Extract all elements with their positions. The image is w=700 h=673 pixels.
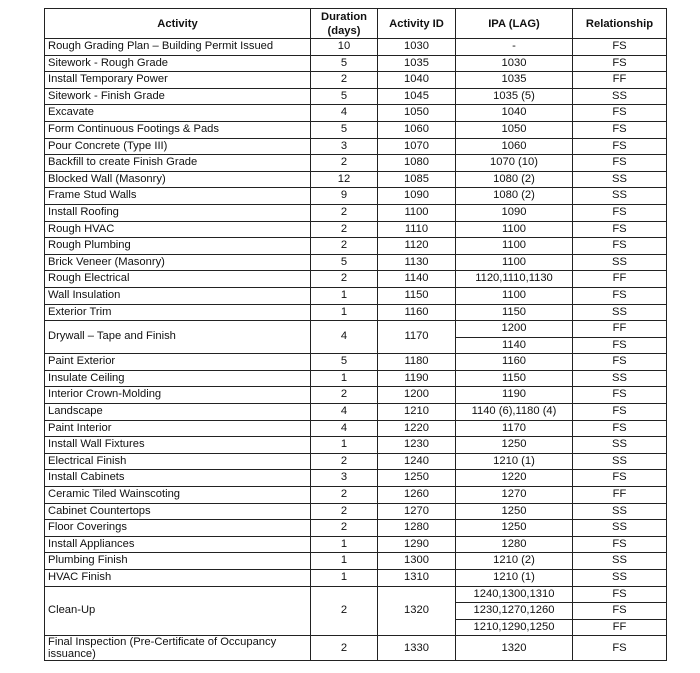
activity-id-cell: 1100 [378, 204, 456, 221]
table-row [45, 404, 667, 421]
table-row [45, 503, 667, 520]
header-activity-id: Activity ID [378, 9, 456, 39]
activity-cell: Rough HVAC [45, 221, 311, 238]
duration-cell: 2 [311, 155, 378, 172]
activity-id-cell: 1210 [378, 404, 456, 421]
activity-cell: Electrical Finish [45, 453, 311, 470]
duration-cell: 4 [311, 105, 378, 122]
activity-cell: Excavate [45, 105, 311, 122]
ipa-cell: 1140 (6),1180 (4) [456, 404, 573, 421]
activity-id-cell: 1260 [378, 487, 456, 504]
header-activity: Activity [45, 9, 311, 39]
ipa-cell: 1050 [456, 121, 573, 138]
duration-cell: 1 [311, 437, 378, 454]
table-row [45, 453, 667, 470]
activity-id-cell: 1190 [378, 370, 456, 387]
ipa-cell: 1070 (10) [456, 155, 573, 172]
activity-id-cell: 1030 [378, 39, 456, 56]
activity-cell: Interior Crown-Molding [45, 387, 311, 404]
duration-cell: 12 [311, 171, 378, 188]
activity-cell: Blocked Wall (Masonry) [45, 171, 311, 188]
table-row [45, 470, 667, 487]
table-row [45, 304, 667, 321]
relationship-cell: FS [573, 387, 667, 404]
table-row [45, 254, 667, 271]
relationship-cell: SS [573, 570, 667, 587]
relationship-value: FS [573, 337, 666, 354]
table-row [45, 238, 667, 255]
activity-cell: Plumbing Finish [45, 553, 311, 570]
activity-schedule-table [44, 8, 667, 661]
activity-id-cell: 1180 [378, 354, 456, 371]
duration-cell: 5 [311, 55, 378, 72]
relationship-cell: SS [573, 171, 667, 188]
relationship-value: FS [612, 587, 627, 600]
relationship-cell: FS [573, 536, 667, 553]
activity-id-cell: 1220 [378, 420, 456, 437]
ipa-cell: 1220 [456, 470, 573, 487]
activity-cell: Floor Coverings [45, 520, 311, 537]
header-ipa: IPA (LAG) [456, 9, 573, 39]
activity-id-cell: 1040 [378, 72, 456, 89]
activity-id-cell: 1110 [378, 221, 456, 238]
table-row [45, 437, 667, 454]
ipa-cell: 1040 [456, 105, 573, 122]
activity-id-cell: 1240 [378, 453, 456, 470]
activity-id-cell: 1330 [378, 636, 456, 661]
activity-id-cell: 1035 [378, 55, 456, 72]
activity-cell: Rough Electrical [45, 271, 311, 288]
activity-id-cell: 1320 [378, 586, 456, 636]
activity-id-cell: 1045 [378, 88, 456, 105]
ipa-cell: 1150 [456, 304, 573, 321]
ipa-cell: 1035 [456, 72, 573, 89]
duration-cell: 5 [311, 354, 378, 371]
activity-id-cell: 1270 [378, 503, 456, 520]
ipa-cell: 1160 [456, 354, 573, 371]
relationship-cell: SS [573, 88, 667, 105]
relationship-cell: FS [573, 404, 667, 421]
ipa-cell: 1100 [456, 287, 573, 304]
ipa-cell: 1035 (5) [456, 88, 573, 105]
activity-cell: Pour Concrete (Type III) [45, 138, 311, 155]
duration-cell: 4 [311, 404, 378, 421]
duration-cell: 2 [311, 204, 378, 221]
relationship-cell: FS [573, 39, 667, 56]
ipa-cell: 1100 [456, 221, 573, 238]
duration-cell: 2 [311, 636, 378, 661]
activity-id-cell: 1085 [378, 171, 456, 188]
relationship-cell: SS [573, 370, 667, 387]
table-row [45, 88, 667, 105]
duration-cell: 2 [311, 586, 378, 636]
activity-id-cell: 1200 [378, 387, 456, 404]
duration-cell: 2 [311, 221, 378, 238]
duration-cell: 2 [311, 72, 378, 89]
relationship-cell: SS [573, 254, 667, 271]
table-row [45, 520, 667, 537]
activity-cell: Drywall – Tape and Finish [45, 321, 311, 354]
duration-cell: 5 [311, 121, 378, 138]
ipa-cell [456, 321, 573, 354]
relationship-cell: FS [573, 121, 667, 138]
relationship-cell: FS [573, 354, 667, 371]
duration-cell: 10 [311, 39, 378, 56]
table-row [45, 39, 667, 56]
activity-cell: Paint Interior [45, 420, 311, 437]
activity-cell: Landscape [45, 404, 311, 421]
activity-cell: Paint Exterior [45, 354, 311, 371]
activity-cell: Sitework - Finish Grade [45, 88, 311, 105]
relationship-cell: FS [573, 470, 667, 487]
ipa-cell: 1190 [456, 387, 573, 404]
table-row [45, 370, 667, 387]
relationship-cell: FF [573, 271, 667, 288]
ipa-cell: 1170 [456, 420, 573, 437]
relationship-cell: SS [573, 520, 667, 537]
ipa-cell [456, 586, 573, 636]
duration-cell: 1 [311, 370, 378, 387]
activity-id-cell: 1070 [378, 138, 456, 155]
activity-cell: Cabinet Countertops [45, 503, 311, 520]
table-row [45, 72, 667, 89]
table-row [45, 221, 667, 238]
activity-cell: Exterior Trim [45, 304, 311, 321]
activity-id-cell: 1060 [378, 121, 456, 138]
relationship-cell [573, 586, 667, 636]
relationship-cell: SS [573, 304, 667, 321]
ipa-cell: 1120,1110,1130 [456, 271, 573, 288]
relationship-cell: FS [573, 636, 667, 661]
table-body [45, 39, 667, 661]
duration-cell: 2 [311, 453, 378, 470]
duration-cell: 3 [311, 470, 378, 487]
header-relationship: Relationship [573, 9, 667, 39]
duration-cell: 1 [311, 553, 378, 570]
relationship-value: FF [612, 322, 627, 335]
activity-cell: Form Continuous Footings & Pads [45, 121, 311, 138]
activity-cell: HVAC Finish [45, 570, 311, 587]
activity-cell: Brick Veneer (Masonry) [45, 254, 311, 271]
ipa-value: 1210,1290,1250 [456, 619, 572, 636]
activity-cell: Sitework - Rough Grade [45, 55, 311, 72]
table-row [45, 188, 667, 205]
activity-id-cell: 1230 [378, 437, 456, 454]
relationship-cell: SS [573, 453, 667, 470]
relationship-value: FF [573, 619, 666, 636]
relationship-cell: SS [573, 503, 667, 520]
relationship-cell: SS [573, 553, 667, 570]
activity-cell: Clean-Up [45, 586, 311, 636]
relationship-value: FS [573, 602, 666, 619]
relationship-cell: FS [573, 155, 667, 172]
duration-cell: 5 [311, 88, 378, 105]
duration-cell: 2 [311, 503, 378, 520]
table-row [45, 586, 667, 636]
table-row [45, 636, 667, 661]
ipa-cell: 1080 (2) [456, 171, 573, 188]
relationship-cell: FS [573, 105, 667, 122]
ipa-cell: 1270 [456, 487, 573, 504]
duration-cell: 2 [311, 238, 378, 255]
table-row [45, 155, 667, 172]
ipa-value: 1240,1300,1310 [473, 587, 555, 600]
ipa-cell: 1080 (2) [456, 188, 573, 205]
relationship-cell [573, 321, 667, 354]
ipa-cell: 1090 [456, 204, 573, 221]
table-header [45, 9, 667, 39]
activity-id-cell: 1310 [378, 570, 456, 587]
relationship-cell: FS [573, 287, 667, 304]
relationship-cell: FS [573, 420, 667, 437]
ipa-cell: 1210 (1) [456, 570, 573, 587]
table-row [45, 171, 667, 188]
header-row [45, 9, 667, 39]
duration-cell: 9 [311, 188, 378, 205]
activity-id-cell: 1120 [378, 238, 456, 255]
relationship-cell: FS [573, 204, 667, 221]
activity-id-cell: 1160 [378, 304, 456, 321]
activity-cell: Install Wall Fixtures [45, 437, 311, 454]
activity-id-cell: 1290 [378, 536, 456, 553]
table-row [45, 287, 667, 304]
activity-cell: Install Temporary Power [45, 72, 311, 89]
duration-cell: 4 [311, 321, 378, 354]
table-row [45, 570, 667, 587]
duration-cell: 2 [311, 487, 378, 504]
table-row [45, 354, 667, 371]
activity-id-cell: 1300 [378, 553, 456, 570]
activity-cell: Rough Plumbing [45, 238, 311, 255]
duration-cell: 2 [311, 387, 378, 404]
table-row [45, 536, 667, 553]
relationship-cell: FS [573, 238, 667, 255]
duration-cell: 2 [311, 271, 378, 288]
duration-cell: 5 [311, 254, 378, 271]
activity-id-cell: 1250 [378, 470, 456, 487]
relationship-cell: FS [573, 138, 667, 155]
activity-id-cell: 1280 [378, 520, 456, 537]
duration-cell: 1 [311, 304, 378, 321]
activity-id-cell: 1080 [378, 155, 456, 172]
activity-cell: Backfill to create Finish Grade [45, 155, 311, 172]
relationship-cell: FS [573, 221, 667, 238]
ipa-cell: - [456, 39, 573, 56]
activity-cell: Install Cabinets [45, 470, 311, 487]
ipa-cell: 1210 (1) [456, 453, 573, 470]
table-row [45, 420, 667, 437]
duration-cell: 1 [311, 287, 378, 304]
table-row [45, 204, 667, 221]
table-row [45, 487, 667, 504]
table-row [45, 271, 667, 288]
activity-id-cell: 1150 [378, 287, 456, 304]
duration-cell: 4 [311, 420, 378, 437]
ipa-cell: 1250 [456, 503, 573, 520]
table-row [45, 55, 667, 72]
activity-cell: Install Roofing [45, 204, 311, 221]
ipa-cell: 1030 [456, 55, 573, 72]
ipa-cell: 1100 [456, 254, 573, 271]
activity-id-cell: 1170 [378, 321, 456, 354]
ipa-cell: 1320 [456, 636, 573, 661]
activity-id-cell: 1130 [378, 254, 456, 271]
ipa-value: 1230,1270,1260 [456, 602, 572, 619]
ipa-cell: 1250 [456, 437, 573, 454]
activity-id-cell: 1140 [378, 271, 456, 288]
ipa-cell: 1280 [456, 536, 573, 553]
relationship-cell: FF [573, 72, 667, 89]
table-row [45, 121, 667, 138]
ipa-cell: 1100 [456, 238, 573, 255]
ipa-cell: 1250 [456, 520, 573, 537]
activity-cell: Install Appliances [45, 536, 311, 553]
activity-cell: Frame Stud Walls [45, 188, 311, 205]
activity-id-cell: 1050 [378, 105, 456, 122]
duration-cell: 1 [311, 536, 378, 553]
ipa-value: 1200 [501, 322, 527, 335]
relationship-cell: FF [573, 487, 667, 504]
ipa-cell: 1150 [456, 370, 573, 387]
table-row [45, 387, 667, 404]
table-row [45, 321, 667, 354]
relationship-cell: FS [573, 55, 667, 72]
header-duration: Duration (days) [311, 9, 378, 39]
duration-cell: 3 [311, 138, 378, 155]
activity-cell: Final Inspection (Pre-Certificate of Occupancy issuance) [45, 636, 311, 661]
relationship-cell: SS [573, 437, 667, 454]
activity-cell: Wall Insulation [45, 287, 311, 304]
ipa-cell: 1060 [456, 138, 573, 155]
relationship-cell: SS [573, 188, 667, 205]
table-row [45, 553, 667, 570]
activity-id-cell: 1090 [378, 188, 456, 205]
table-row [45, 138, 667, 155]
ipa-cell: 1210 (2) [456, 553, 573, 570]
activity-cell: Ceramic Tiled Wainscoting [45, 487, 311, 504]
activity-cell: Insulate Ceiling [45, 370, 311, 387]
duration-cell: 2 [311, 520, 378, 537]
table-row [45, 105, 667, 122]
activity-cell: Rough Grading Plan – Building Permit Issued [45, 39, 311, 56]
duration-cell: 1 [311, 570, 378, 587]
ipa-value: 1140 [456, 337, 572, 354]
